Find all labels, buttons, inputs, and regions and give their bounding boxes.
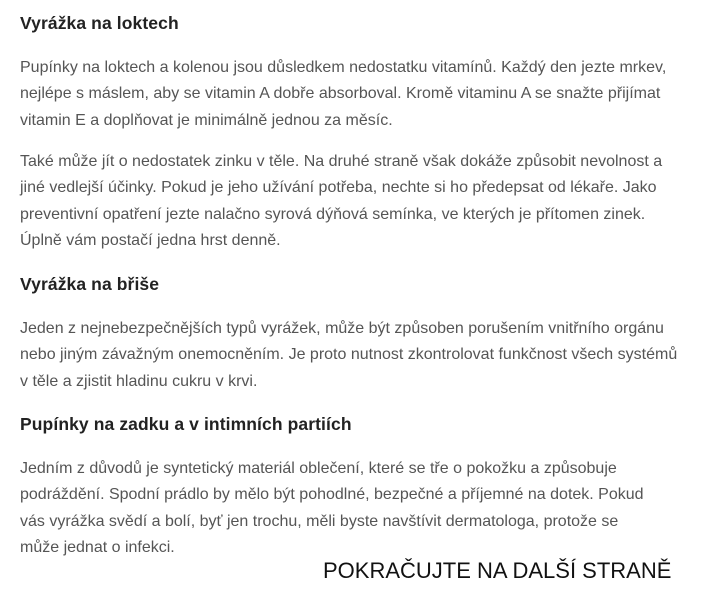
paragraph-belly: Jeden z nejnebezpečnějších typů vyrážek, může být způsoben porušením vnitřního orgánu nebo jiným závažným onemocněním. Je proto nutnost zkontrolovat funkčnost všech systémů v těle a zjistit hladinu cukru v krvi.: [20, 320, 678, 390]
paragraph-elbows-vitamins: Pupínky na loktech a kolenou jsou důsledkem nedostatku vitamínů. Každý den jezte mrkev, nejlépe s máslem, aby se vitamin A dobře absorboval. Kromě vitaminu A se snažte přijímat vitamin E a doplňovat je minimálně jednou za měsíc.: [20, 59, 667, 129]
paragraph-intimate: Jedním z důvodů je syntetický materiál oblečení, které se tře o pokožku a způsobuje podráždění. Spodní prádlo by mělo být pohodlné, bezpečné a příjemné na dotek. Pokud vás vyrážka svědí a bolí, byť jen trochu, měli byste navštívit dermatologa, protože se může jednat o infekci.: [20, 460, 644, 556]
section-heading-intimate: Pupínky na zadku a v intimních partiích: [20, 414, 352, 434]
section-heading-elbows: Vyrážka na loktech: [20, 13, 179, 33]
paragraph-elbows-zinc: Také může jít o nedostatek zinku v těle. Na druhé straně však dokáže způsobit nevolnost a jiné vedlejší účinky. Pokud je jeho užívání potřeba, nechte si ho předepsat od lékaře. Jako preventivní opatření jezte nalačno syrová dýňová semínka, ve kterých je přítomen zinek. Úplně vám postačí jedna hrst denně.: [20, 153, 663, 249]
next-page-link[interactable]: POKRAČUJTE NA DALŠÍ STRANĚ: [323, 558, 672, 583]
section-heading-belly: Vyrážka na břiše: [20, 274, 160, 294]
